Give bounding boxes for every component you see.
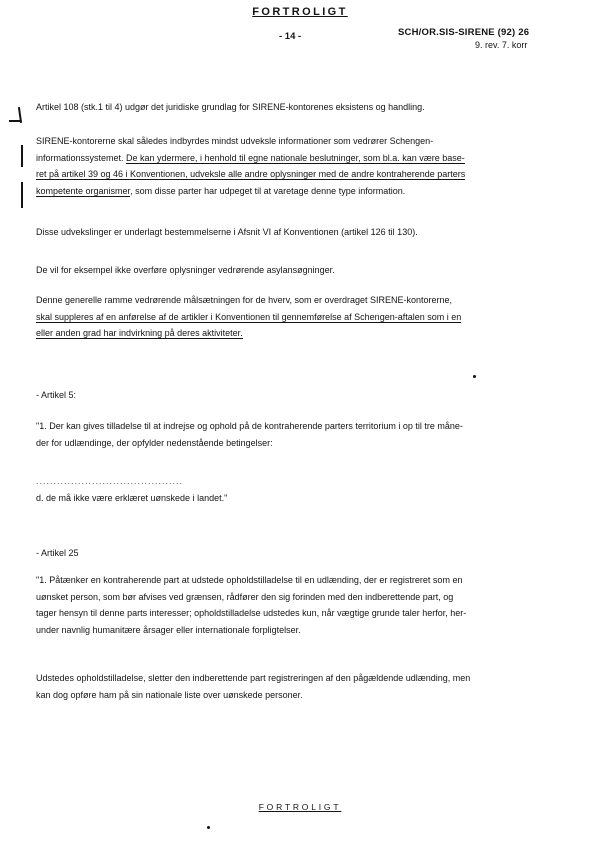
page-number: - 14 - [279,31,302,42]
article-25-line-2: uønsket person, som bør afvises ved grænsen, rådfører den sig forinden med den indberettende part, og [36,591,454,602]
paragraph-2-line-4 [36,183,465,200]
article-25-line-4: under navnlig humanitære årsager eller internationale forpligtelser. [36,624,301,635]
paragraph-5-line-3 [36,325,461,342]
paragraph-2-underlined-line: ret på artikel 39 og 46 i Konventionen, udveksle alle andre oplysninger med de andre kontraherende parters [36,169,466,179]
paragraph-2 [36,133,465,199]
paragraph-2-underlined-end: kompetente organismer [36,185,131,196]
scan-speck [207,826,210,829]
article-25-quote [36,572,466,638]
footer-classification: FORTROLIGT [258,802,342,812]
margin-mark-1-tick [9,120,21,122]
article-5-item-d: d. de må ikke være erklæret uønskede i landet." [36,493,228,503]
paragraph-5-line-2 [36,309,461,326]
paragraph-2-line-2 [36,150,465,167]
header-classification: FORTROLIGT [252,6,348,18]
paragraph-2-line-4-end: , som disse parter har udpeget til at varetage denne type information. [130,185,406,196]
margin-mark-2 [21,145,23,167]
margin-mark-3 [21,182,23,208]
article-25-line-5: Udstedes opholdstilladelse, sletter den indberettende part registreringen af den pågældende udlænding, men [36,673,471,683]
paragraph-2-underlined-text: De kan ydermere, i henhold til egne nationale beslutninger, som bl.a. kan være base- [126,152,465,163]
article-25-heading: - Artikel 25 [36,548,79,558]
article-25-final-paragraph [36,670,470,703]
paragraph-5 [36,292,461,342]
article-25-line-6: kan dog opføre ham på sin nationale liste over uønskede personer. [36,689,303,700]
article-25-line-3: tager hensyn til denne parts interesser; opholdstilladelse udstedes kun, når vægtige grunde taler herfor, her- [36,608,467,618]
article-5-line-1: "1. Der kan gives tilladelse til at indrejse og ophold på de kontraherende parters territorium i op til tre måne- [36,421,463,431]
paragraph-5-underlined-end: eller anden grad har indvirkning på deres aktiviteter. [36,328,243,338]
paragraph-2-line-1: SIRENE-kontorerne skal således indbyrdes mindst udveksle informationer som vedrører Schengen- [36,136,434,146]
paragraph-4: De vil for eksempel ikke overføre oplysninger vedrørende asylansøgninger. [36,265,335,275]
scan-speck [473,375,476,378]
paragraph-2-line-2-start: informationssystemet. [36,152,127,163]
article-5-heading: - Artikel 5: [36,390,77,400]
article-5-line-2: der for udlændinge, der opfylder nedenstående betingelser: [36,437,273,448]
paragraph-1: Artikel 108 (stk.1 til 4) udgør det juridiske grundlag for SIRENE-kontorenes eksistens og handling. [36,102,425,112]
article-25-line-1: "1. Påtænker en kontraherende part at udstede opholdstilladelse til en udlænding, der er registreret som en [36,575,463,585]
document-reference: SCH/OR.SIS-SIRENE (92) 26 [398,27,530,38]
paragraph-5-underlined-line: skal suppleres af en anførelse af de artikler i Konventionen til gennemførelse af Schengen-aftalen som i en [36,311,462,322]
paragraph-5-line-1: Denne generelle ramme vedrørende målsætningen for de hverv, som er overdraget SIRENE-kontorerne, [36,295,453,305]
article-5-quote [36,418,463,451]
paragraph-3: Disse udvekslinger er underlagt bestemmelserne i Afsnit VI af Konventionen (artikel 126 til 130). [36,227,418,237]
paragraph-2-line-3 [36,166,465,183]
revision-note: 9. rev. 7. korr [475,40,528,50]
article-5-ellipsis: .......................................... [36,476,184,486]
